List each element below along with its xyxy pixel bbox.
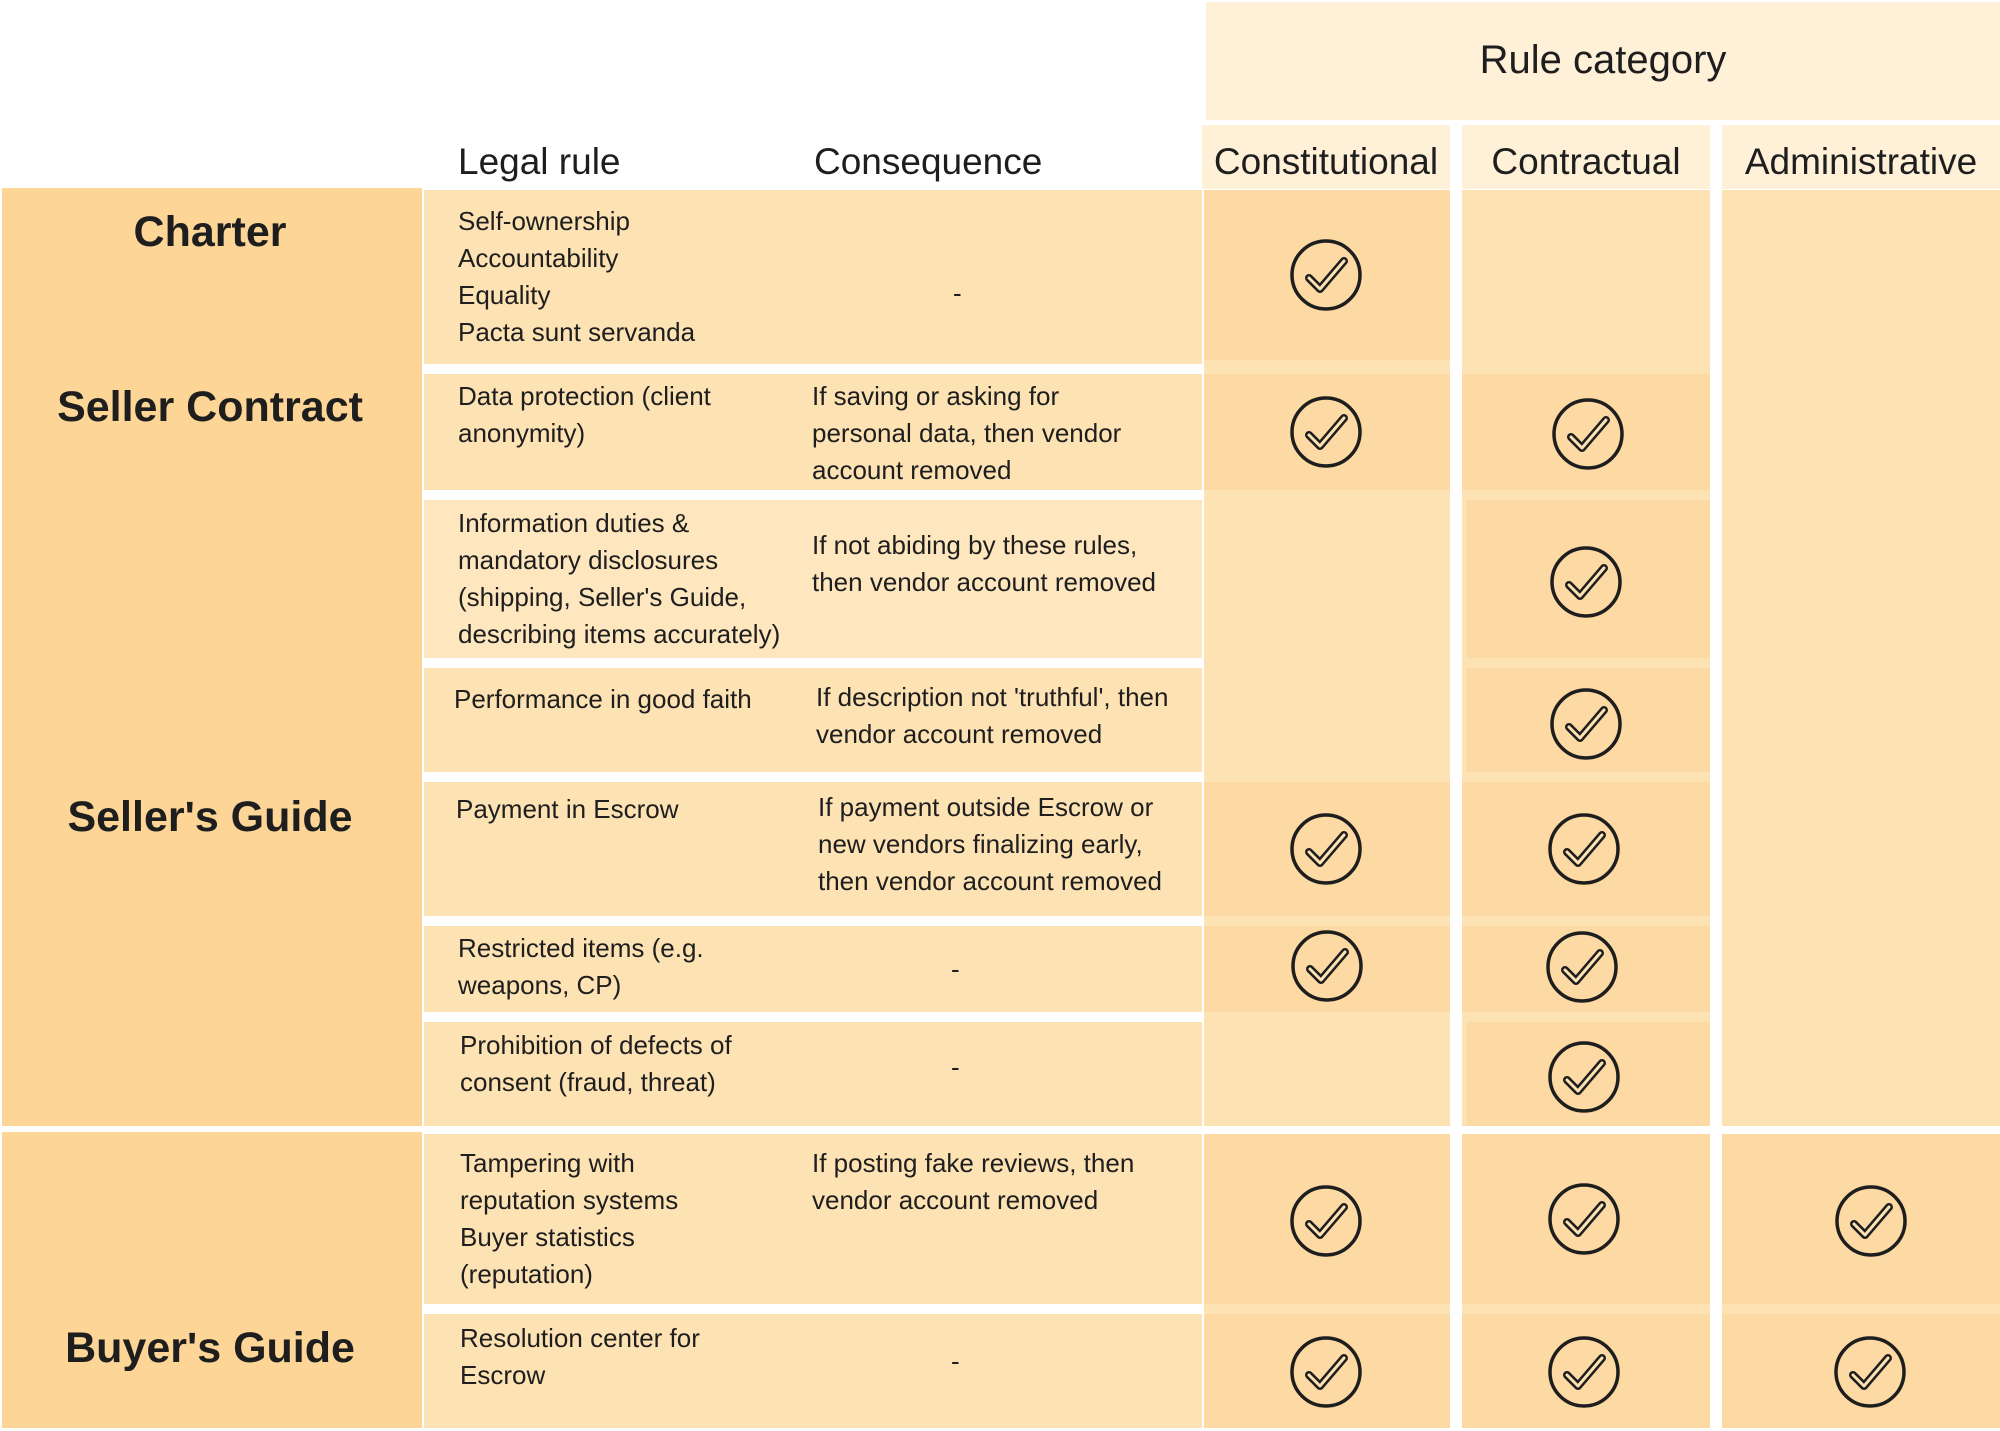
legal-rule-6: Restricted items (e.g. weapons, CP) bbox=[458, 933, 704, 1000]
check-circle-icon bbox=[1551, 397, 1625, 471]
section-charter: Charter bbox=[133, 208, 287, 256]
check-circle-icon bbox=[1547, 1040, 1621, 1114]
legal-rule-1: Self-ownership Accountability Equality Pacta sunt servanda bbox=[458, 206, 696, 347]
section-seller-contract: Seller Contract bbox=[57, 383, 363, 431]
check-circle-icon bbox=[1549, 687, 1623, 761]
administrative-column-bg bbox=[1722, 190, 2000, 1126]
consequence-5: If payment outside Escrow or new vendors finalizing early, then vendor account removed bbox=[818, 792, 1162, 896]
check-circle-icon bbox=[1547, 812, 1621, 886]
constitutional-header: Constitutional bbox=[1213, 141, 1439, 182]
check-circle-icon bbox=[1547, 1335, 1621, 1409]
check-circle-icon bbox=[1289, 1335, 1363, 1409]
check-circle-icon bbox=[1545, 930, 1619, 1004]
consequence-1: - bbox=[953, 278, 962, 308]
consequence-9: - bbox=[951, 1346, 960, 1376]
legal-rule-7: Prohibition of defects of consent (fraud, threat) bbox=[460, 1030, 732, 1097]
check-circle-icon bbox=[1289, 1184, 1363, 1258]
consequence-6: - bbox=[951, 954, 960, 984]
section-column-upper bbox=[2, 188, 422, 1126]
check-circle-icon bbox=[1549, 545, 1623, 619]
consequence-header: Consequence bbox=[814, 141, 1043, 182]
legal-rule-4: Performance in good faith bbox=[454, 684, 752, 714]
legal-rule-8: Tampering with reputation systems Buyer statistics (reputation) bbox=[460, 1148, 679, 1289]
check-circle-icon bbox=[1547, 1182, 1621, 1256]
check-circle-icon bbox=[1289, 238, 1363, 312]
legal-rule-2: Data protection (client anonymity) bbox=[458, 381, 711, 448]
legal-rule-3: Information duties & mandatory disclosures (shipping, Seller's Guide, describing items accurately) bbox=[458, 508, 781, 649]
contractual-header: Contractual bbox=[1491, 141, 1681, 182]
section-buyers-guide: Buyer's Guide bbox=[65, 1324, 355, 1372]
administrative-header: Administrative bbox=[1744, 141, 1978, 182]
legal-rule-5: Payment in Escrow bbox=[456, 794, 679, 824]
rule-category-header: Rule category bbox=[1479, 38, 1727, 82]
legal-rule-header: Legal rule bbox=[458, 141, 621, 182]
check-circle-icon bbox=[1289, 395, 1363, 469]
check-circle-icon bbox=[1289, 812, 1363, 886]
legal-rule-9: Resolution center for Escrow bbox=[460, 1323, 700, 1390]
consequence-4: If description not 'truthful', then vendor account removed bbox=[816, 682, 1169, 749]
consequence-3: If not abiding by these rules, then vendor account removed bbox=[812, 530, 1156, 597]
check-circle-icon bbox=[1833, 1335, 1907, 1409]
consequence-2: If saving or asking for personal data, then vendor account removed bbox=[812, 381, 1122, 485]
check-circle-icon bbox=[1834, 1184, 1908, 1258]
consequence-7: - bbox=[951, 1052, 960, 1082]
section-column-lower bbox=[2, 1132, 422, 1428]
consequence-8: If posting fake reviews, then vendor account removed bbox=[812, 1148, 1135, 1215]
check-circle-icon bbox=[1290, 929, 1364, 1003]
section-sellers-guide: Seller's Guide bbox=[67, 793, 353, 841]
